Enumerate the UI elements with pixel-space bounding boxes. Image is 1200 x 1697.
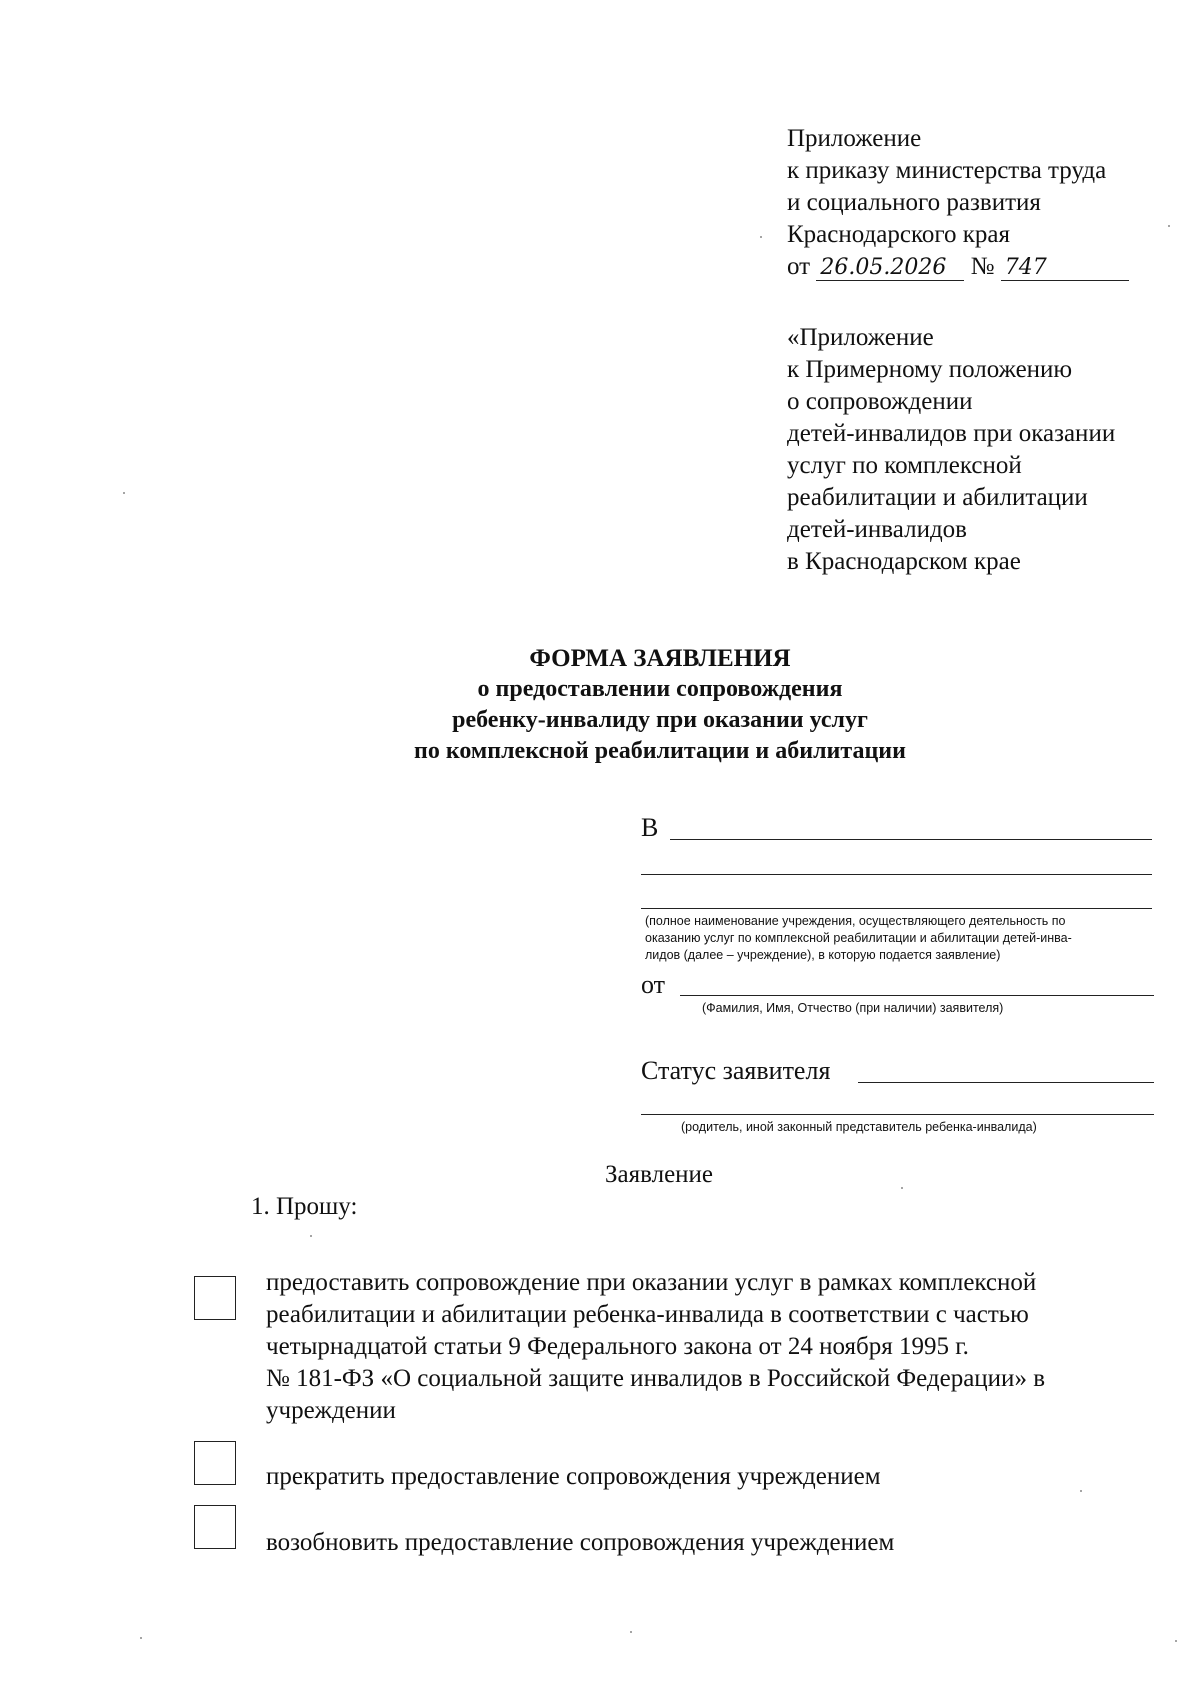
option-terminate-line: прекратить предоставление сопровождения учреждением — [266, 1463, 881, 1490]
statement-title: Заявление — [605, 1161, 714, 1188]
option-provide-line: № 181-ФЗ «О социальной защите инвалидов в Российской Федерации» в — [266, 1365, 1045, 1392]
appendix-header-line: к приказу министерства труда — [787, 157, 1107, 184]
scan-speck — [140, 1637, 142, 1639]
annex-header-line: «Приложение — [787, 324, 934, 351]
from-label: от — [641, 970, 666, 999]
scan-speck — [123, 492, 125, 494]
institution-line-3[interactable] — [641, 908, 1152, 909]
form-title-line: по комплексной реабилитации и абилитации — [414, 738, 906, 764]
institution-line-1[interactable] — [670, 839, 1152, 840]
annex-header-line: в Краснодарском крае — [787, 548, 1021, 575]
annex-header-line: детей-инвалидов при оказании — [787, 420, 1116, 447]
option-provide-line: предоставить сопровождение при оказании услуг в рамках комплексной — [266, 1269, 1037, 1296]
annex-header-line: услуг по комплексной — [787, 452, 1022, 479]
handwritten-date: 26.05.2026 — [816, 256, 964, 281]
form-title-line: ребенку-инвалиду при оказании услуг — [452, 707, 868, 733]
institution-caption — [645, 913, 1155, 964]
scan-speck — [630, 1631, 632, 1633]
annex-header-line: реабилитации и абилитации — [787, 484, 1088, 511]
form-title-main: ФОРМА ЗАЯВЛЕНИЯ — [529, 645, 791, 672]
scan-speck — [1175, 1640, 1177, 1642]
option-terminate-checkbox[interactable] — [194, 1441, 236, 1485]
status-line-2[interactable] — [641, 1114, 1154, 1115]
institution-caption-line: оказанию услуг по комплексной реабилитации и абилитации детей-инва- — [645, 931, 1072, 945]
handwritten-number: 747 — [1001, 256, 1129, 281]
scan-speck — [901, 1187, 903, 1189]
number-prefix: № — [970, 253, 995, 280]
option-resume-text — [266, 1527, 894, 1559]
scan-speck — [1168, 225, 1170, 227]
date-prefix: от — [787, 253, 811, 280]
applicant-name-line[interactable] — [680, 995, 1154, 996]
to-label: В — [641, 813, 659, 842]
option-provide-checkbox[interactable] — [194, 1276, 236, 1320]
option-provide-text — [266, 1267, 1156, 1427]
institution-caption-line: лидов (далее – учреждение), в которую подается заявление) — [645, 948, 1001, 962]
scan-speck — [1080, 1490, 1082, 1492]
annex-header — [787, 322, 1115, 578]
form-title-line: о предоставлении сопровождения — [477, 676, 843, 702]
option-provide-line: реабилитации и абилитации ребенка-инвалида в соответствии с частью — [266, 1301, 1029, 1328]
option-resume-checkbox[interactable] — [194, 1505, 236, 1549]
status-line-1[interactable] — [858, 1082, 1154, 1083]
annex-header-line: детей-инвалидов — [787, 516, 967, 543]
form-title — [240, 643, 1080, 767]
option-terminate-text — [266, 1461, 881, 1493]
request-label: 1. Прошу: — [251, 1193, 358, 1220]
scan-speck — [760, 236, 762, 238]
appendix-header-line: и социального развития — [787, 189, 1041, 216]
annex-header-line: к Примерному положению — [787, 356, 1073, 383]
appendix-header-line: Приложение — [787, 125, 922, 152]
status-caption: (родитель, иной законный представитель ребенка-инвалида) — [681, 1120, 1037, 1134]
institution-caption-line: (полное наименование учреждения, осуществляющего деятельность по — [645, 914, 1066, 928]
appendix-header — [787, 123, 1129, 283]
appendix-header-line: Краснодарского края — [787, 221, 1010, 248]
status-label: Статус заявителя — [641, 1056, 831, 1085]
option-resume-line: возобновить предоставление сопровождения учреждением — [266, 1529, 895, 1556]
option-provide-line: учреждении — [266, 1397, 396, 1424]
option-provide-line: четырнадцатой статьи 9 Федерального закона от 24 ноября 1995 г. — [266, 1333, 969, 1360]
annex-header-line: о сопровождении — [787, 388, 973, 415]
institution-line-2[interactable] — [641, 874, 1152, 875]
scan-speck — [310, 1235, 312, 1237]
applicant-name-caption: (Фамилия, Имя, Отчество (при наличии) заявителя) — [702, 1001, 1004, 1015]
order-date-row — [787, 251, 1129, 283]
